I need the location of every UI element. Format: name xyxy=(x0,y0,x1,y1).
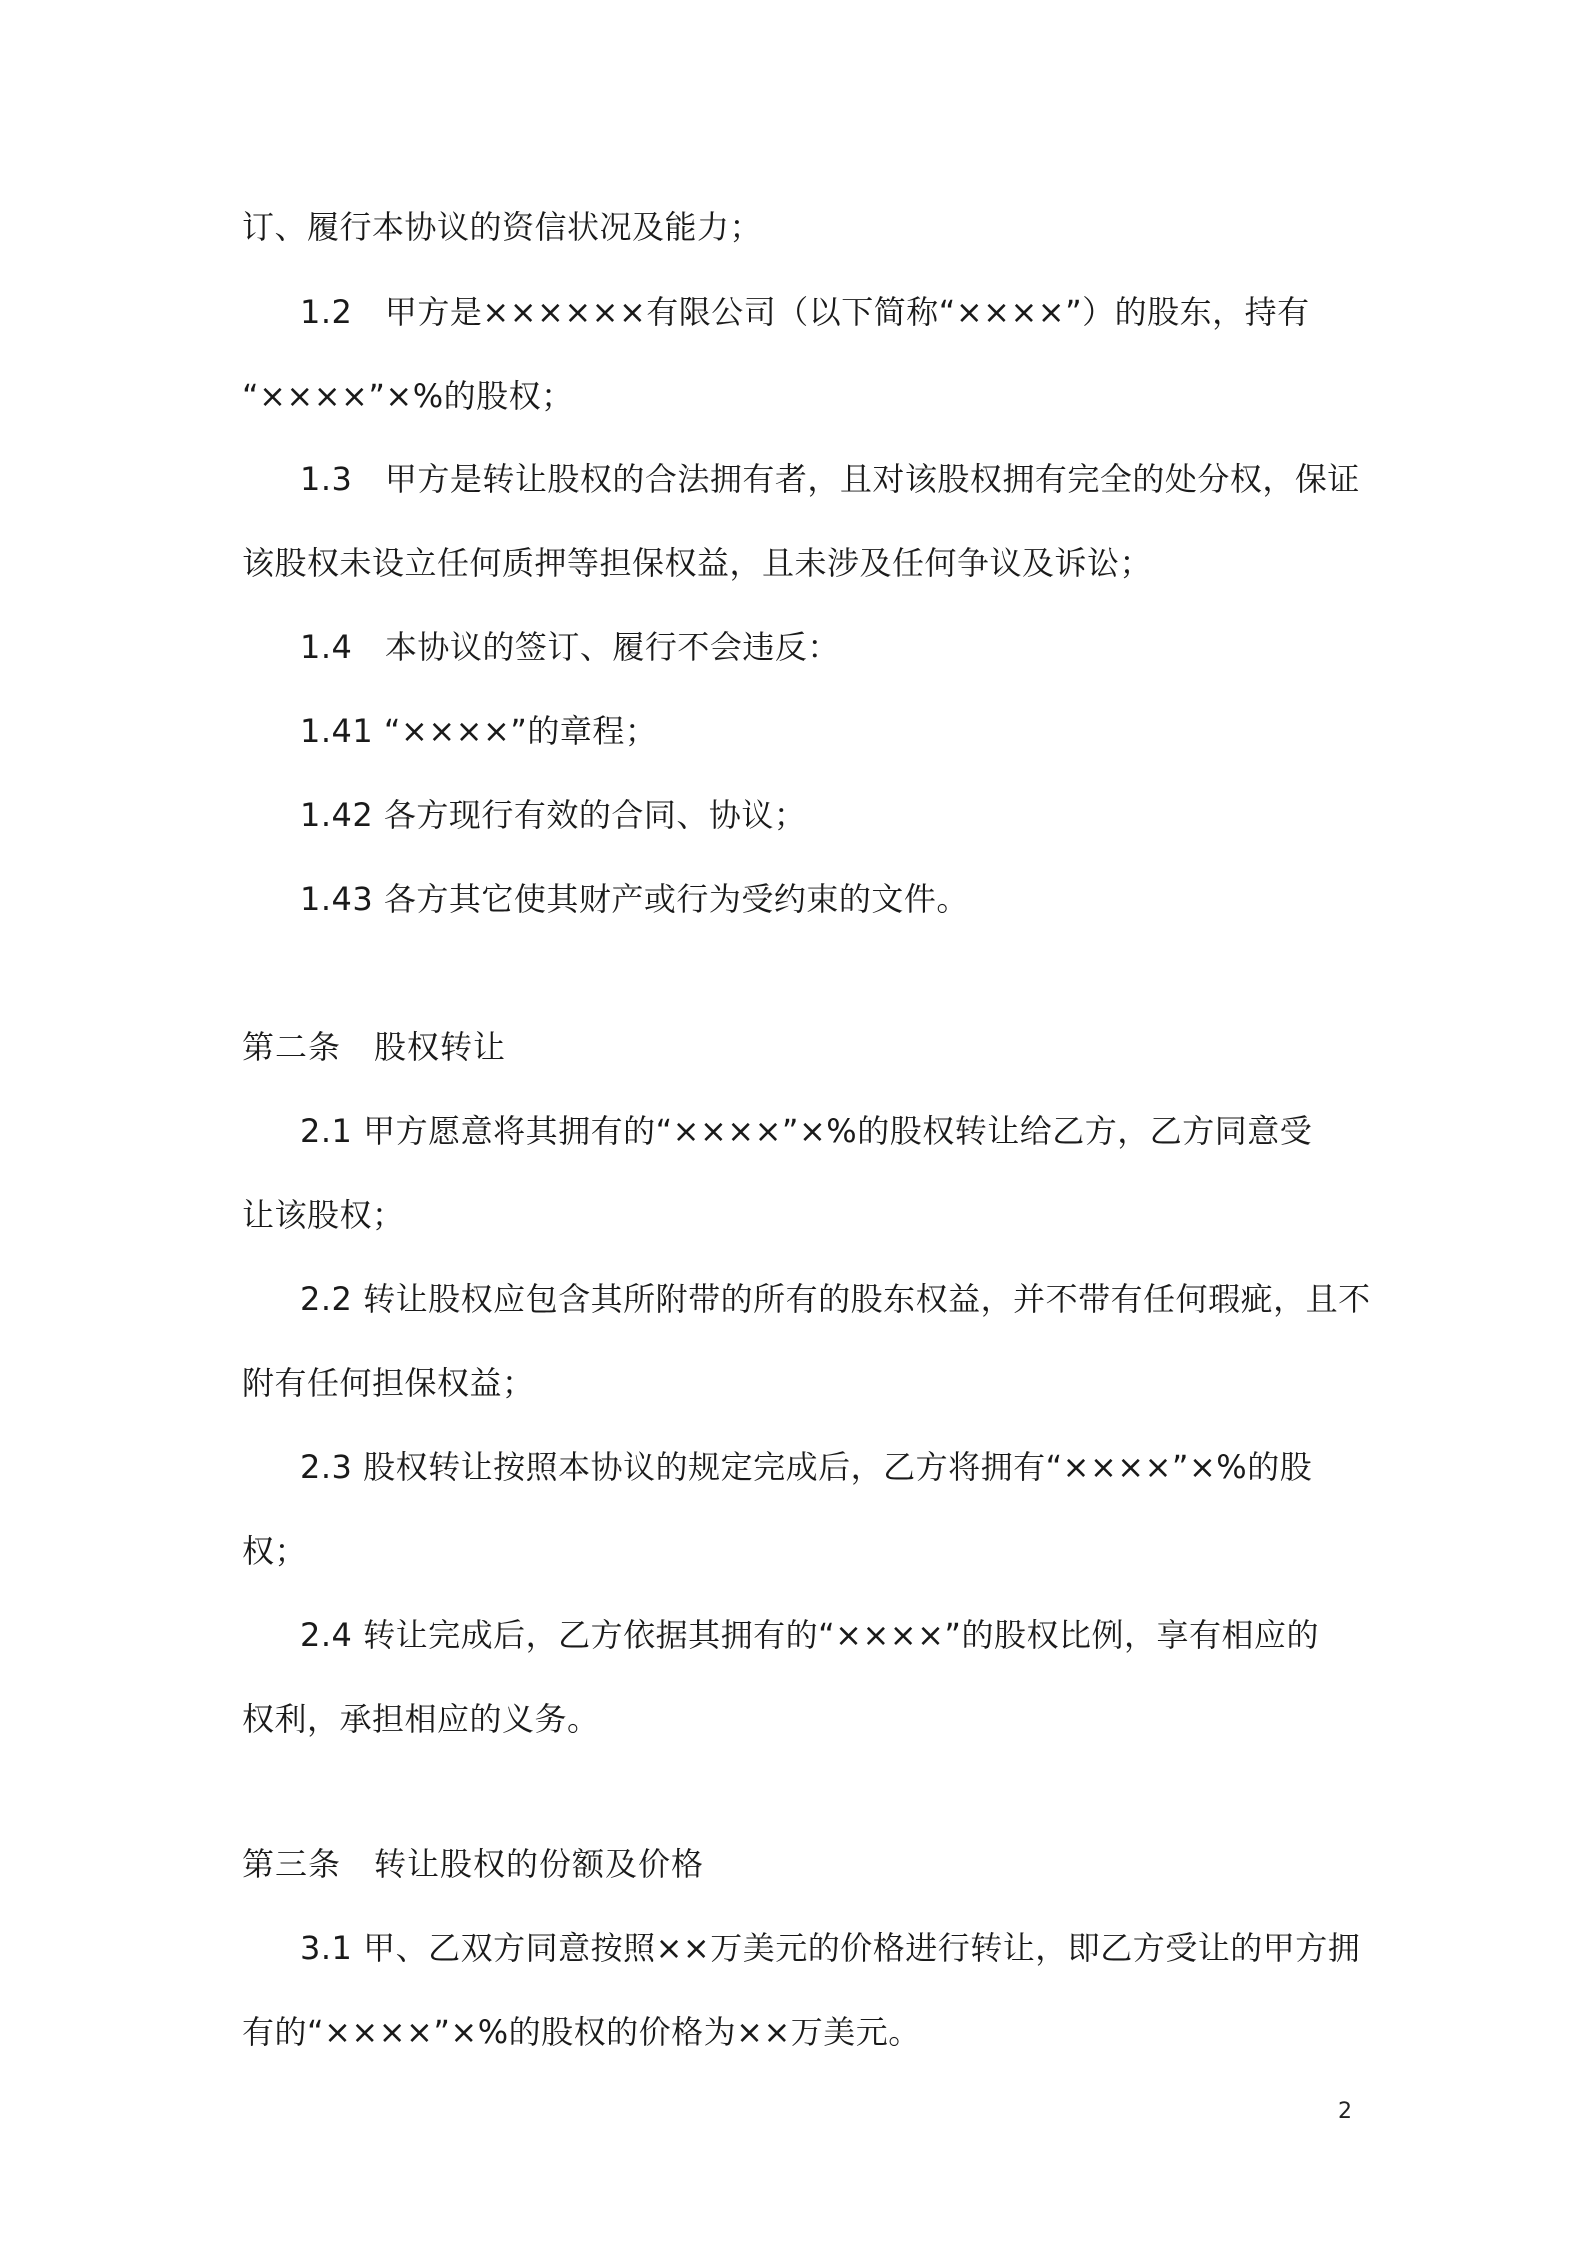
clause-1-4: 1.4 本协议的签订、履行不会违反： xyxy=(300,628,840,666)
section-heading-3: 第三条 转让股权的份额及价格 xyxy=(242,1845,705,1883)
text-line: 让该股权； xyxy=(242,1196,405,1234)
clause-1-42: 1.42 各方现行有效的合同、协议； xyxy=(300,796,807,834)
text-line: “××××”×%的股权； xyxy=(242,377,574,415)
clause-1-41: 1.41 “××××”的章程； xyxy=(300,712,658,750)
clause-1-43: 1.43 各方其它使其财产或行为受约束的文件。 xyxy=(300,880,969,918)
text-line: 订、履行本协议的资信状况及能力； xyxy=(242,208,763,246)
page-number: 2 xyxy=(1338,2099,1352,2124)
text-line: 该股权未设立任何质押等担保权益，且未涉及任何争议及诉讼； xyxy=(242,544,1153,582)
clause-1-3: 1.3 甲方是转让股权的合法拥有者，且对该股权拥有完全的处分权，保证 xyxy=(300,460,1360,498)
clause-2-1: 2.1 甲方愿意将其拥有的“××××”×%的股权转让给乙方，乙方同意受 xyxy=(300,1112,1313,1150)
text-line: 有的“××××”×%的股权的价格为××万美元。 xyxy=(242,2013,921,2051)
text-line: 附有任何担保权益； xyxy=(242,1364,535,1402)
text-line: 权； xyxy=(242,1532,308,1570)
clause-2-2: 2.2 转让股权应包含其所附带的所有的股东权益，并不带有任何瑕疵，且不 xyxy=(300,1280,1371,1318)
text-line: 权利，承担相应的义务。 xyxy=(242,1700,600,1738)
clause-1-2: 1.2 甲方是××××××有限公司（以下简称“××××”）的股东，持有 xyxy=(300,293,1310,331)
clause-2-4: 2.4 转让完成后，乙方依据其拥有的“××××”的股权比例，享有相应的 xyxy=(300,1616,1319,1654)
section-heading-2: 第二条 股权转让 xyxy=(242,1028,507,1066)
clause-2-3: 2.3 股权转让按照本协议的规定完成后，乙方将拥有“××××”×%的股 xyxy=(300,1448,1313,1486)
clause-3-1: 3.1 甲、乙双方同意按照××万美元的价格进行转让，即乙方受让的甲方拥 xyxy=(300,1929,1361,1967)
